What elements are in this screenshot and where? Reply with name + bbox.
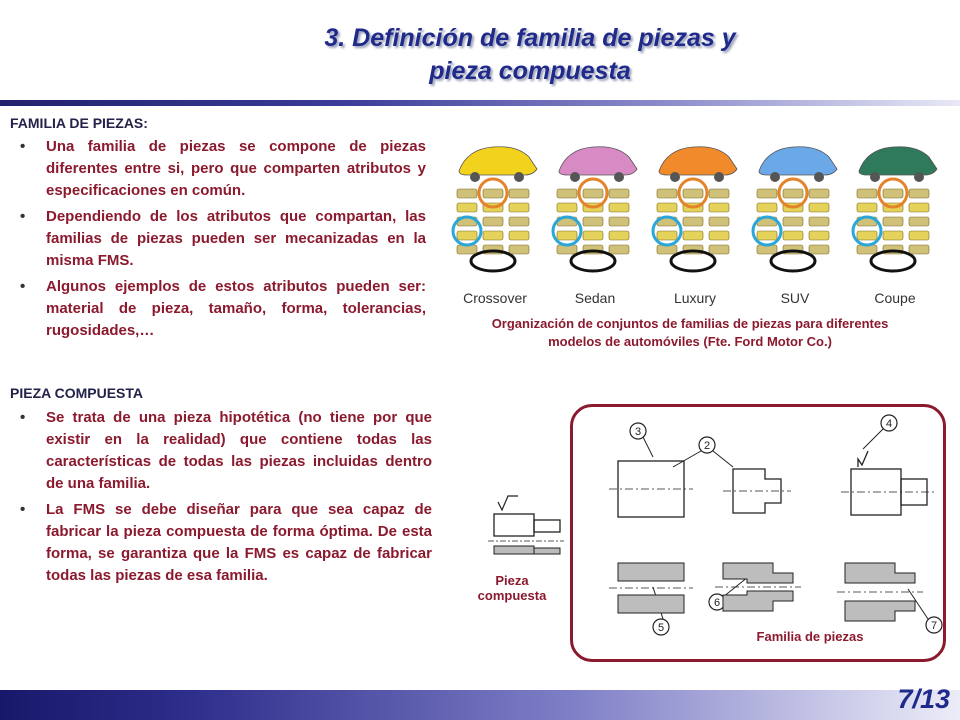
assembly-part [883, 231, 903, 240]
assembly-part [657, 189, 677, 198]
page-number: 7/13 [897, 684, 950, 714]
callout-2-text: 2 [703, 440, 711, 452]
wheel [470, 172, 480, 182]
assembly-part [809, 231, 829, 240]
family-bullet: • Una familia de piezas se compone de piezas diferentes entre si, pero que comparten atributos y especificaciones en común. [18, 136, 426, 202]
callout-3-text: 3 [634, 426, 642, 438]
assembly-part [483, 189, 503, 198]
car-family-coupe [853, 147, 937, 306]
slide-title-line2: pieza compuesta [429, 57, 631, 85]
car-model-label: Crossover [463, 290, 527, 306]
assembly-part [609, 217, 629, 226]
assembly-part [783, 189, 803, 198]
callout-4-text: 4 [885, 418, 893, 430]
assembly-part [709, 203, 729, 212]
car-family-suv [753, 147, 837, 306]
family-bullet-list [18, 136, 426, 346]
assembly-part [583, 217, 603, 226]
car-family-sedan [553, 147, 637, 306]
assembly-part [809, 217, 829, 226]
assembly-part [457, 203, 477, 212]
assembly-part [809, 203, 829, 212]
assembly-part [609, 245, 629, 254]
assembly-part [557, 189, 577, 198]
composite-part-drawing [484, 494, 568, 568]
family-bullet: • Dependiendo de los atributos que compartan, las familias de piezas pueden ser mecanizadas en la misma FMS. [18, 206, 426, 272]
assembly-part [783, 217, 803, 226]
assembly-part [609, 203, 629, 212]
title-divider [0, 100, 960, 106]
assembly-part [483, 217, 503, 226]
assembly-part [557, 231, 577, 240]
car-family-crossover [453, 147, 537, 306]
car-model-label: Luxury [673, 290, 717, 306]
callout-7-text: 7 [930, 620, 938, 632]
wheel [870, 172, 880, 182]
wheel [914, 172, 924, 182]
family-heading: FAMILIA DE PIEZAS: [10, 115, 148, 131]
car-figure-caption [440, 315, 940, 351]
assembly-part [509, 231, 529, 240]
assembly-part [557, 203, 577, 212]
assembly-part [909, 217, 929, 226]
composite-bullet-list [18, 407, 432, 591]
assembly-part [457, 189, 477, 198]
assembly-part [509, 189, 529, 198]
assembly-part [657, 231, 677, 240]
assembly-part [909, 245, 929, 254]
assembly-part [509, 245, 529, 254]
assembly-part [683, 189, 703, 198]
car-model-label: Coupe [874, 290, 916, 306]
assembly-part [683, 231, 703, 240]
composite-label-line1: Pieza [495, 573, 529, 588]
wheel [714, 172, 724, 182]
composite-heading: PIEZA COMPUESTA [10, 385, 144, 401]
car-family-luxury [653, 147, 737, 306]
composite-bullet: • La FMS se debe diseñar para que sea capaz de fabricar la pieza compuesta de forma óptima. De esta forma, se garantiza que la FMS es capaz de fabricar todas las piezas de esa familia. [18, 499, 432, 587]
assembly-part [857, 189, 877, 198]
family-bullet: • Algunos ejemplos de estos atributos pueden ser: material de pieza, tamaño, forma, tolerancias, rugosidades,… [18, 276, 426, 342]
callout-5-text: 5 [657, 622, 665, 634]
assembly-part [883, 189, 903, 198]
slide-title [200, 22, 860, 88]
wheel [770, 172, 780, 182]
assembly-part [809, 189, 829, 198]
car-body-shell [559, 147, 637, 175]
car-body-shell [759, 147, 837, 175]
assembly-part [857, 203, 877, 212]
footer-bar [0, 690, 960, 720]
car-families-figure [445, 133, 945, 313]
assembly-part [609, 189, 629, 198]
slide-title-line1: 3. Definición de familia de piezas y [324, 24, 736, 52]
assembly-part [857, 231, 877, 240]
assembly-part [909, 203, 929, 212]
wheel [670, 172, 680, 182]
assembly-part [509, 217, 529, 226]
assembly-part [509, 203, 529, 212]
wheel [814, 172, 824, 182]
assembly-part [757, 231, 777, 240]
assembly-part [709, 245, 729, 254]
part-family-label: Familia de piezas [756, 629, 864, 644]
composite-bullet: • Se trata de una pieza hipotética (no tiene por que existir en la realidad) que contiene todas las características de todas las piezas incluidas dentro de una familia. [18, 407, 432, 495]
assembly-part [609, 231, 629, 240]
assembly-part [457, 231, 477, 240]
assembly-part [783, 231, 803, 240]
car-model-label: SUV [780, 290, 810, 306]
car-body-shell [859, 147, 937, 175]
assembly-part [909, 231, 929, 240]
wheel [614, 172, 624, 182]
assembly-part [483, 231, 503, 240]
composite-label-line2: compuesta [477, 588, 547, 603]
assembly-part [583, 189, 603, 198]
assembly-part [657, 203, 677, 212]
car-body-shell [659, 147, 737, 175]
part-family-drawing [573, 407, 943, 659]
part-family-frame [570, 404, 946, 662]
assembly-part [757, 203, 777, 212]
assembly-part [883, 217, 903, 226]
assembly-part [683, 217, 703, 226]
wheel [570, 172, 580, 182]
assembly-part [583, 231, 603, 240]
assembly-part [709, 231, 729, 240]
assembly-part [709, 189, 729, 198]
car-body-shell [459, 147, 537, 175]
composite-part-label [462, 573, 562, 603]
assembly-part [709, 217, 729, 226]
wheel [514, 172, 524, 182]
assembly-part [909, 189, 929, 198]
car-caption-line2: modelos de automóviles (Fte. Ford Motor Co.) [548, 334, 832, 349]
car-model-label: Sedan [574, 290, 616, 306]
car-caption-line1: Organización de conjuntos de familias de piezas para diferentes [491, 316, 889, 331]
assembly-part [757, 189, 777, 198]
assembly-part [809, 245, 829, 254]
callout-6-text: 6 [713, 597, 721, 609]
